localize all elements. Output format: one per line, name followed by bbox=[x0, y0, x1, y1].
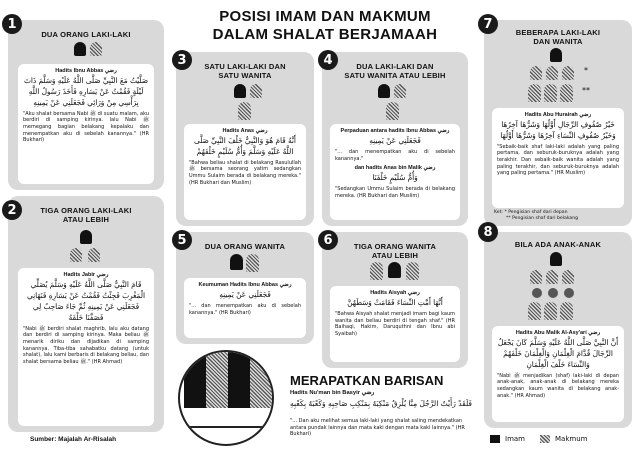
panel-3-title-1: SATU LAKI-LAKI DAN bbox=[204, 62, 286, 71]
panel-number-5: 5 bbox=[172, 230, 192, 250]
makmum-figure bbox=[70, 248, 82, 262]
panel-2 bbox=[8, 196, 164, 432]
woman-makmum-figure bbox=[246, 254, 259, 272]
makmum-figure bbox=[562, 66, 574, 80]
row-marker-2: ** bbox=[582, 86, 590, 95]
panel-2-title-1: TIGA ORANG LAKI-LAKI bbox=[40, 206, 132, 215]
panel-8-title: BILA ADA ANAK-ANAK bbox=[514, 240, 602, 249]
barisan-arabic: فَلَقَدْ رَأَيْتُ الرَّجُلَ مِنَّا يُلْزِقُ مَنْكِبَهُ بِمَنْكِبِ صَاحِبِهِ وَكَعْبَهُ بِكَعْبِهِ bbox=[289, 399, 473, 408]
makmum-figure bbox=[546, 66, 558, 80]
imam-figure bbox=[74, 42, 86, 56]
panel-6-title-2: ATAU LEBIH bbox=[371, 251, 419, 261]
panel-6 bbox=[322, 232, 468, 368]
arabic-text: أَنَّهُ قَامَ هُوَ وَالنَّبِيُّ خَلْفَ النَّبِيِّ صَلَّى اللَّهُ عَلَيْهِ وَسَلَّمَ وَأُمُّ سُلَيْمٍ خَلْفَهُمْ bbox=[194, 136, 296, 156]
makmum-figure bbox=[394, 84, 406, 98]
legend-makmum-label: Makmum bbox=[555, 435, 588, 443]
panel-2-title-2: ATAU LEBIH bbox=[62, 215, 110, 225]
panel-number-2: 2 bbox=[2, 200, 22, 220]
panel-7-note bbox=[494, 210, 578, 221]
panel-3-title-2: SATU WANITA bbox=[218, 71, 272, 81]
legend-makmum-swatch bbox=[540, 435, 550, 443]
makmum-figure bbox=[562, 270, 574, 284]
translation-text: "Bahwa Aisyah shalat menjadi imam bagi kaum wanita dan beliau berdiri di tengah shaf." (HR Baihaqi, Hakim, Daruquthni dan Ibnu abi Syaibah) bbox=[335, 310, 455, 337]
panel-5-title: DUA ORANG WANITA bbox=[204, 242, 286, 251]
makmum-figure bbox=[530, 66, 542, 80]
arabic-text: قَامَ النَّبِيُّ صَلَّى اللَّهُ عَلَيْهِ وَسَلَّمَ يُصَلِّي الْمَغْرِبَ فَجِئْتُ فَقُمْتُ عَنْ يَسَارِهِ فَنَهَانِي فَجَعَلَنِي عَنْ يَمِينِهِ ثُمَّ جَاءَ صَاحِبٌ لِي فَصَفَّنَا خَلْفَهُ bbox=[26, 280, 146, 322]
makmum-figure bbox=[530, 270, 542, 284]
legend bbox=[490, 435, 587, 443]
panel-4 bbox=[322, 52, 468, 226]
panel-7-title-2: DAN WANITA bbox=[533, 37, 583, 47]
woman-makmum-figure bbox=[406, 262, 419, 280]
woman-makmum-figure bbox=[560, 302, 573, 320]
arabic-text: خَيْرُ صُفُوفِ الرِّجَالِ أَوَّلُهَا وَشَرُّهَا آخِرُهَا وَخَيْرُ صُفُوفِ النِّسَاءِ آخِرُهَا وَشَرُّهَا أَوَّلُهَا bbox=[500, 120, 616, 140]
hadith-source: Hadits Abu Hurairah رضي bbox=[524, 112, 592, 118]
hadith-source-2: dan hadits Anas bin Malik رضي bbox=[354, 165, 436, 172]
woman-imam-figure bbox=[388, 262, 401, 278]
panel-4-title-1: DUA LAKI-LAKI DAN bbox=[356, 62, 434, 71]
panel-7-title-1: BEBERAPA LAKI-LAKI bbox=[515, 28, 601, 37]
panel-number-8: 8 bbox=[478, 222, 498, 242]
woman-makmum-figure bbox=[544, 84, 557, 102]
translation-text: "... dan menempatkan aku di sebelah kanannya." bbox=[335, 148, 455, 162]
hadith-source: Hadits Aisyah رضي bbox=[370, 290, 420, 296]
arabic-text: أَنَّهَا أَمَّتِ النِّسَاءَ فَقَامَتْ وَسَطَهُنَّ bbox=[347, 298, 443, 307]
child-figure bbox=[564, 288, 574, 298]
panel-8 bbox=[484, 232, 632, 428]
woman-makmum-figure bbox=[560, 84, 573, 102]
panel-7-card bbox=[492, 108, 624, 208]
arabic-text: صَلَّيْتُ مَعَ النَّبِيِّ صَلَّى اللَّهُ عَلَيْهِ وَسَلَّمَ ذَاتَ لَيْلَةٍ فَقُمْتُ عَنْ يَسَارِهِ فَأَخَذَ رَسُولُ اللَّهِ بِرَأْسِي مِنْ وَرَائِي فَجَعَلَنِي عَنْ يَمِينِهِ bbox=[24, 76, 148, 107]
note-marker-2: ** bbox=[506, 215, 511, 221]
makmum-figure bbox=[546, 270, 558, 284]
panel-1-card bbox=[18, 64, 154, 184]
panel-3-card bbox=[184, 124, 306, 220]
imam-figure bbox=[234, 84, 246, 98]
panel-6-title-1: TIGA ORANG WANITA bbox=[353, 242, 437, 251]
imam-figure bbox=[550, 48, 562, 62]
legend-imam-label: Imam bbox=[505, 435, 525, 443]
row-marker-1: * bbox=[584, 66, 588, 75]
panel-1 bbox=[8, 20, 164, 190]
panel-5-card bbox=[184, 278, 306, 338]
hadith-source: Keumuman Hadits Ibnu Abbas رضي bbox=[198, 282, 292, 288]
page-title-line2: DALAM SHALAT BERJAMAAH bbox=[212, 26, 438, 43]
translation-text: "Nabi ﷺ berdiri shalat maghrib, lalu aku datang dan berdiri di samping kirinya. Maka beliau ﷺ menarik diriku dan dijadikan di samping kanannya. Tiba-tiba sahabatku datang (untuk shalat), lalu kami berbaris di belakang beliau, dan shalat bersama beliau ﷺ." (HR Ahmad) bbox=[23, 325, 149, 365]
imam-figure bbox=[550, 252, 562, 266]
panel-5 bbox=[176, 232, 314, 344]
woman-makmum-figure bbox=[528, 302, 541, 320]
note-marker-1: * bbox=[504, 210, 507, 215]
translation-text: "Bahwa beliau shalat di belakang Rasulullah ﷺ bersama seorang yatim sedangkan Ummu Sulaim berada di belakang mereka." (HR Bukhari dan Muslim) bbox=[189, 159, 301, 186]
hadith-source: Hadits Abu Malik Al-Asy'ari رضي bbox=[515, 330, 601, 336]
note-2: Pengisian shaf dari belakang bbox=[512, 215, 579, 221]
translation-text: "Aku shalat bersama Nabi ﷺ di suatu malam, aku berdiri di samping kirinya. lalu Nabi ﷺ memegang bagian belakang kepalaku dan menempatkan aku di sebelah kanannya." (HR Bukhari) bbox=[23, 110, 149, 144]
feet-figure bbox=[250, 352, 272, 408]
panel-3 bbox=[176, 52, 314, 226]
translation-text: "... dan menempatkan aku di sebelah kanannya." (HR Bukhari) bbox=[189, 302, 301, 316]
arabic-text: فَجَعَلَنِي عَنْ يَمِينِهِ bbox=[369, 136, 421, 145]
woman-makmum-figure bbox=[528, 84, 541, 102]
panel-number-1: 1 bbox=[2, 14, 22, 34]
woman-imam-figure bbox=[230, 254, 243, 270]
woman-makmum-figure bbox=[370, 262, 383, 280]
woman-makmum-figure bbox=[544, 302, 557, 320]
page-title-line1: POSISI IMAM DAN MAKMUM bbox=[219, 8, 431, 25]
barisan-translation: "... Dan aku melihat semua laki-laki yang shalat saling mendekatkan antara pundak lainnya dan mata kaki dengan mata kaki lainnya." (HR Bukhari) bbox=[290, 418, 465, 437]
feet-figure bbox=[228, 352, 250, 408]
panel-number-7: 7 bbox=[478, 14, 498, 34]
hadith-source: Hadits Anas رضي bbox=[222, 128, 268, 134]
makmum-figure bbox=[90, 42, 102, 56]
page-title bbox=[180, 8, 470, 44]
hadith-source: Hadits Ibnu Abbas رضي bbox=[55, 68, 117, 74]
feet-figure bbox=[184, 352, 206, 408]
legend-imam-swatch bbox=[490, 435, 500, 443]
imam-figure bbox=[80, 230, 92, 244]
barisan-title: MERAPATKAN BARISAN bbox=[290, 373, 444, 388]
makmum-figure bbox=[88, 248, 100, 262]
woman-makmum-figure bbox=[386, 102, 399, 120]
makmum-figure bbox=[250, 84, 262, 98]
feet-icon bbox=[188, 412, 266, 428]
panel-number-6: 6 bbox=[318, 230, 338, 250]
panel-8-card bbox=[492, 326, 624, 422]
note-label: Ket: bbox=[494, 210, 503, 215]
hadith-source: Hadits Jabir رضي bbox=[63, 272, 109, 278]
panel-4-card bbox=[330, 124, 460, 220]
arabic-text: أَنَّ النَّبِيَّ صَلَّى اللَّهُ عَلَيْهِ وَسَلَّمَ كَانَ يَجْعَلُ الرِّجَالَ قُدَّامَ الْغِلْمَانِ وَالْغِلْمَانَ خَلْفَهُمْ وَالنِّسَاءَ خَلْفَ الْغِلْمَانِ bbox=[497, 338, 619, 369]
panel-7 bbox=[484, 20, 632, 226]
woman-makmum-figure bbox=[238, 102, 251, 120]
panel-1-title: DUA ORANG LAKI-LAKI bbox=[41, 30, 131, 39]
panel-number-3: 3 bbox=[172, 50, 192, 70]
barisan-source: Hadits Nu'man bin Basyir رضي bbox=[290, 390, 375, 396]
translation-text: "Sebaik-baik shaf laki-laki adalah yang paling pertama, dan seburuk-buruknya adalah yang terakhir. Dan sebaik-baik wanita adalah yang paling terakhir, dan seburuk-buruknya adalah yang paling pertama." (HR Muslim) bbox=[497, 143, 619, 177]
barisan-illustration bbox=[178, 350, 274, 446]
feet-figure bbox=[206, 352, 228, 408]
panel-6-card bbox=[330, 286, 460, 362]
footer-source: Sumber: Majalah Ar-Risalah bbox=[30, 436, 117, 443]
arabic-text: فَجَعَلَنِي عَنْ يَمِينِهِ bbox=[219, 290, 271, 299]
note-1: Pengisian shaf dari depan bbox=[508, 210, 568, 215]
translation-text-2: "Sedangkan Ummu Sulaim berada di belakang mereka. (HR Bukhari dan Muslim) bbox=[335, 186, 455, 199]
imam-figure bbox=[378, 84, 390, 98]
hadith-source: Perpaduan antara hadits Ibnu Abbas رضي bbox=[340, 128, 450, 134]
panel-4-title-2: SATU WANITA ATAU LEBIH bbox=[344, 71, 446, 81]
panel-number-4: 4 bbox=[318, 50, 338, 70]
arabic-text-2: وَأُمُّ سُلَيْمٍ خَلْفَنَا bbox=[372, 173, 418, 183]
translation-text: "Nabi ﷺ menjadikan (shaf) laki-laki di depan anak-anak, anak-anak di belakang mereka sedangkan kaum wanita di belakang anak-anak." (HR Ahmad) bbox=[497, 372, 619, 399]
panel-2-card bbox=[18, 268, 154, 426]
child-figure bbox=[532, 288, 542, 298]
child-figure bbox=[548, 288, 558, 298]
